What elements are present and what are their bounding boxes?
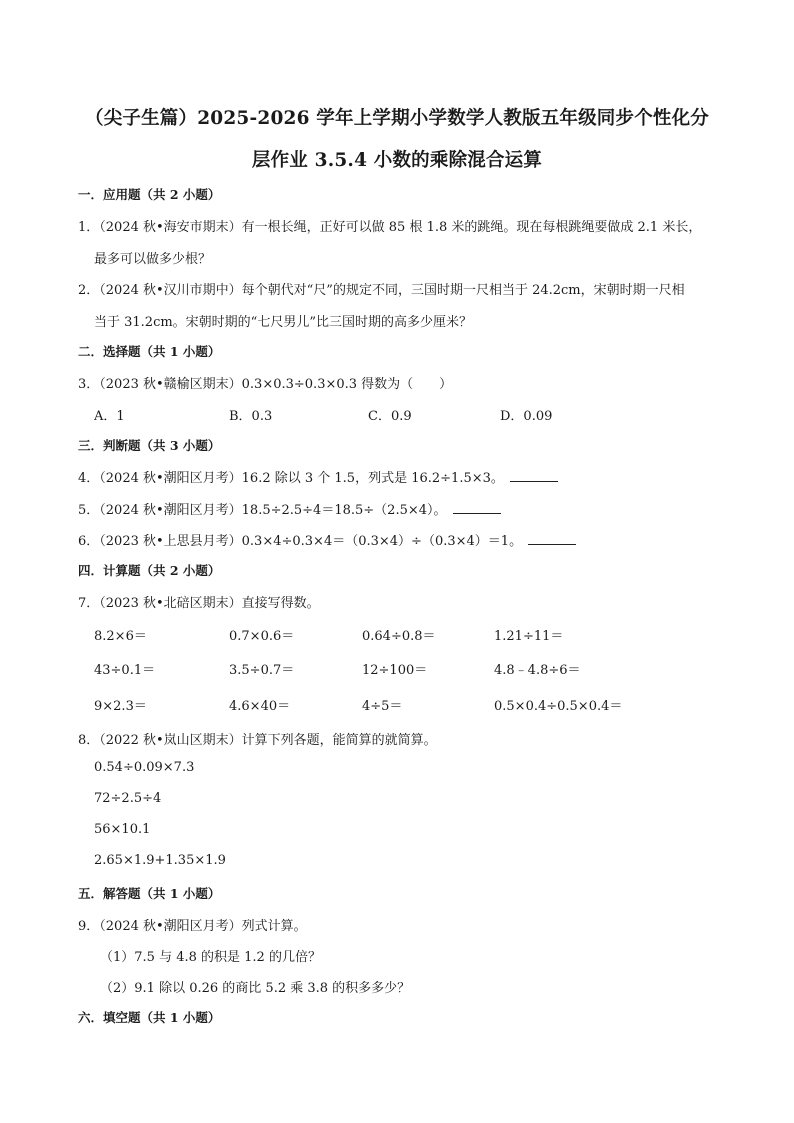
question-5-text: 5．（2024 秋•潮阳区月考）18.5÷2.5÷4＝18.5÷（2.5×4）。 bbox=[78, 503, 447, 518]
question-9: 9．（2024 秋•潮阳区月考）列式计算。 bbox=[78, 919, 307, 934]
calc-item: 0.5×0.4÷0.5×0.4＝ bbox=[494, 699, 623, 714]
calc-item: 9×2.3＝ bbox=[94, 699, 147, 714]
option-c: C．0.9 bbox=[368, 409, 412, 424]
answer-blank bbox=[510, 469, 558, 482]
question-4 bbox=[78, 467, 558, 486]
calc-item: 8.2×6＝ bbox=[94, 629, 147, 644]
section-heading-fill-in: 六．填空题（共 1 小题） bbox=[78, 1010, 221, 1025]
calc-item: 4.8﹣4.8÷6＝ bbox=[494, 663, 581, 678]
question-8: 8．（2022 秋•岚山区期末）计算下列各题，能简算的就简算。 bbox=[78, 733, 437, 748]
question-7: 7．（2023 秋•北碚区期末）直接写得数。 bbox=[78, 596, 320, 611]
expression-item: 72÷2.5÷4 bbox=[94, 791, 162, 806]
calc-item: 0.7×0.6＝ bbox=[229, 629, 295, 644]
answer-blank bbox=[528, 532, 576, 545]
question-4-text: 4．（2024 秋•潮阳区月考）16.2 除以 3 个 1.5，列式是 16.2÷1.5×3。 bbox=[78, 471, 504, 486]
question-5 bbox=[78, 499, 501, 518]
option-d: D．0.09 bbox=[500, 409, 553, 424]
calc-item: 43÷0.1＝ bbox=[94, 663, 156, 678]
expression-item: 2.65×1.9+1.35×1.9 bbox=[94, 853, 226, 868]
option-a: A．1 bbox=[94, 409, 125, 424]
section-heading-choice: 二．选择题（共 1 小题） bbox=[78, 344, 221, 359]
expression-item: 0.54÷0.09×7.3 bbox=[94, 760, 195, 775]
calc-item: 3.5÷0.7＝ bbox=[229, 663, 295, 678]
question-6-text: 6．（2023 秋•上思县月考）0.3×4÷0.3×4＝（0.3×4）÷（0.3×4）＝1。 bbox=[78, 534, 523, 549]
calc-item: 4÷5＝ bbox=[362, 699, 403, 714]
answer-blank bbox=[453, 501, 501, 514]
section-heading-answer: 五．解答题（共 1 小题） bbox=[78, 886, 221, 901]
option-b: B．0.3 bbox=[229, 409, 273, 424]
question-1-line-2: 最多可以做多少根？ bbox=[94, 252, 212, 267]
question-9-part-2: （2）9.1 除以 0.26 的商比 5.2 乘 3.8 的积多多少？ bbox=[100, 981, 411, 996]
question-6 bbox=[78, 530, 576, 549]
expression-item: 56×10.1 bbox=[94, 822, 151, 837]
question-1-line-1: 1．（2024 秋•海安市期末）有一根长绳，正好可以做 85 根 1.8 米的跳绳。现在每根跳绳要做成 2.1 米长， bbox=[78, 220, 702, 235]
worksheet-title-line-2: 层作业 3.5.4 小数的乘除混合运算 bbox=[251, 150, 543, 171]
section-heading-calculation: 四．计算题（共 2 小题） bbox=[78, 563, 221, 578]
calc-item: 1.21÷11＝ bbox=[494, 629, 564, 644]
section-heading-judgement: 三．判断题（共 3 小题） bbox=[78, 438, 221, 453]
calc-item: 4.6×40＝ bbox=[229, 699, 291, 714]
question-9-part-1: （1）7.5 与 4.8 的积是 1.2 的几倍？ bbox=[100, 950, 321, 965]
calc-item: 12÷100＝ bbox=[362, 663, 428, 678]
section-heading-application: 一．应用题（共 2 小题） bbox=[78, 187, 221, 202]
question-2-line-2: 当于 31.2cm。宋朝时期的“七尺男儿”比三国时期的高多少厘米？ bbox=[94, 315, 472, 330]
question-3: 3．（2023 秋•赣榆区期末）0.3×0.3÷0.3×0.3 得数为（ ） bbox=[78, 377, 453, 392]
question-2-line-1: 2．（2024 秋•汉川市期中）每个朝代对“尺”的规定不同，三国时期一尺相当于 24.2cm，宋朝时期一尺相 bbox=[78, 283, 685, 298]
worksheet-title-line-1: （尖子生篇）2025-2026 学年上学期小学数学人教版五年级同步个性化分 bbox=[85, 108, 709, 129]
calc-item: 0.64÷0.8＝ bbox=[362, 629, 436, 644]
